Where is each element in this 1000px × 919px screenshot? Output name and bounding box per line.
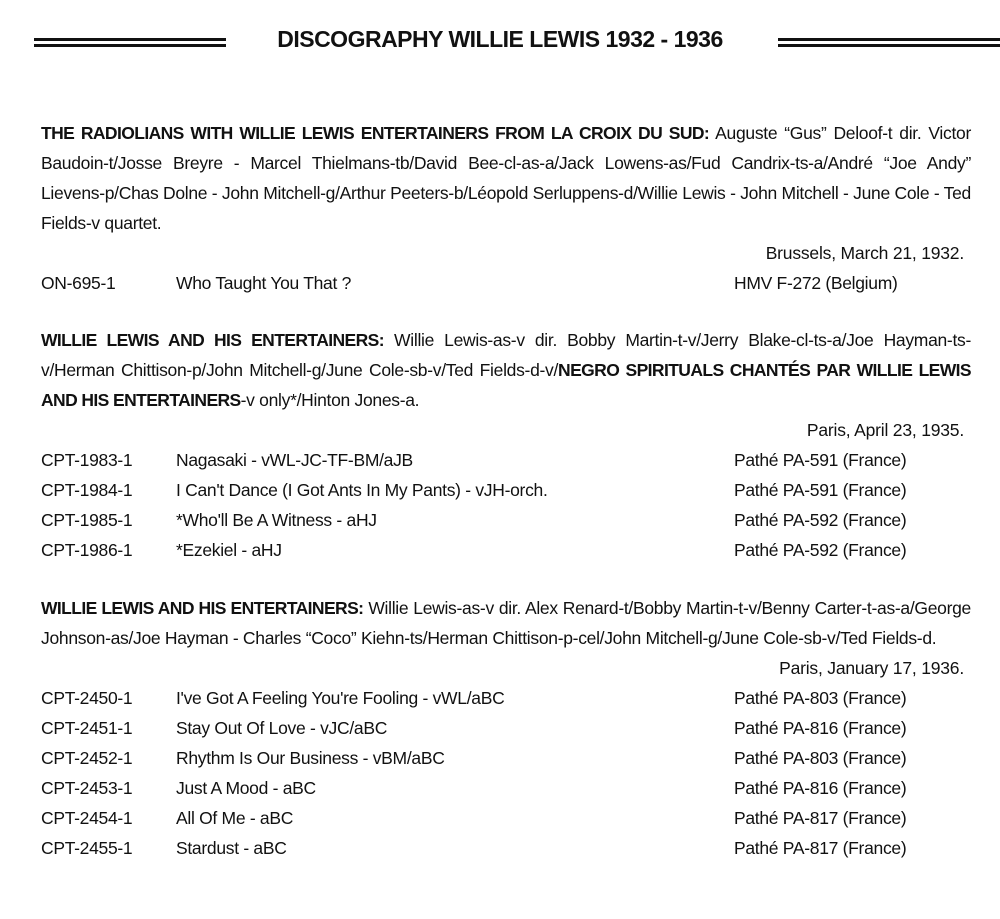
track-title: Stay Out Of Love - vJC/aBC: [176, 718, 388, 738]
track-row: [41, 833, 971, 863]
record-label: Pathé PA-591 (France): [734, 450, 907, 470]
record-label: Pathé PA-817 (France): [734, 838, 907, 858]
track-title: Rhythm Is Our Business - vBM/aBC: [176, 748, 445, 768]
personnel-text-2: -v only*/Hinton Jones-a.: [240, 390, 420, 410]
track-row: [41, 773, 971, 803]
band-name-spirituals: NEGRO SPIRITUALS CHANTÉS PAR WILLIE LEWIS AND HIS ENTERTAINERS: [41, 360, 971, 410]
record-label: Pathé PA-816 (France): [734, 778, 907, 798]
page-title: DISCOGRAPHY WILLIE LEWIS 1932 - 1936: [277, 26, 723, 52]
matrix-number: CPT-2450-1: [41, 688, 133, 708]
personnel-paragraph: [41, 118, 971, 238]
personnel-text: Auguste “Gus” Deloof-t dir. Victor Baudoin-t/Josse Breyre - Marcel Thielmans-tb/David Bee-cl-as-a/Jack Lowens-as/Fud Candrix-ts-a/André “Joe Andy” Lievens-p/Chas Dolne - John Mitchell-g/Arthur Peeters-b/Léopold Serluppens-d/Willie Lewis - John Mitchell - June Cole - Ted Fields-v quartet.: [41, 123, 971, 233]
personnel-paragraph: [41, 325, 971, 415]
session-1932-brussels: [41, 118, 971, 298]
matrix-number: CPT-2452-1: [41, 748, 133, 768]
record-label: Pathé PA-803 (France): [734, 748, 907, 768]
record-label: Pathé PA-817 (France): [734, 808, 907, 828]
record-label: Pathé PA-803 (France): [734, 688, 907, 708]
track-row: [41, 505, 971, 535]
personnel-paragraph: [41, 593, 971, 653]
track-row: [41, 803, 971, 833]
recording-place-date: Paris, January 17, 1936.: [779, 658, 964, 678]
track-title: Who Taught You That ?: [176, 273, 352, 293]
track-row: [41, 713, 971, 743]
record-label: HMV F-272 (Belgium): [734, 273, 898, 293]
record-label: Pathé PA-816 (France): [734, 718, 907, 738]
matrix-number: CPT-2454-1: [41, 808, 133, 828]
track-row: [41, 268, 971, 298]
personnel-text: Willie Lewis-as-v dir. Bobby Martin-t-v/Jerry Blake-cl-ts-a/Joe Hayman-ts-v/Herman Chittison-p/John Mitchell-g/June Cole-sb-v/Ted Fields-d-v/: [41, 330, 971, 380]
matrix-number: CPT-2453-1: [41, 778, 133, 798]
record-label: Pathé PA-592 (France): [734, 540, 907, 560]
matrix-number: CPT-2451-1: [41, 718, 133, 738]
track-title: Just A Mood - aBC: [176, 778, 316, 798]
track-row: [41, 683, 971, 713]
band-name: THE RADIOLIANS WITH WILLIE LEWIS ENTERTAINERS FROM LA CROIX DU SUD:: [41, 123, 710, 143]
track-row: [41, 535, 971, 565]
track-row: [41, 445, 971, 475]
recording-place-date: Paris, April 23, 1935.: [806, 420, 964, 440]
track-title: Nagasaki - vWL-JC-TF-BM/aJB: [176, 450, 413, 470]
track-title: *Ezekiel - aHJ: [176, 540, 282, 560]
track-title: I Can't Dance (I Got Ants In My Pants) - vJH-orch.: [176, 480, 548, 500]
matrix-number: CPT-1984-1: [41, 480, 133, 500]
matrix-number: CPT-1985-1: [41, 510, 133, 530]
matrix-number: CPT-1986-1: [41, 540, 133, 560]
track-title: All Of Me - aBC: [176, 808, 294, 828]
session-1936-paris: [41, 593, 971, 863]
recording-place-date: Brussels, March 21, 1932.: [765, 243, 964, 263]
personnel-text: Willie Lewis-as-v dir. Alex Renard-t/Bobby Martin-t-v/Benny Carter-t-as-a/George Johnson-as/Joe Hayman - Charles “Coco” Kiehn-ts/Herman Chittison-p-cel/John Mitchell-g/June Cole-sb-v/Ted Fields-d.: [41, 598, 971, 648]
page-header: [0, 26, 1000, 60]
session-1935-paris: [41, 325, 971, 565]
track-title: *Who'll Be A Witness - aHJ: [176, 510, 377, 530]
track-row: [41, 475, 971, 505]
track-title: I've Got A Feeling You're Fooling - vWL/aBC: [176, 688, 505, 708]
band-name: WILLIE LEWIS AND HIS ENTERTAINERS:: [41, 598, 364, 618]
track-title: Stardust - aBC: [176, 838, 287, 858]
track-row: [41, 743, 971, 773]
record-label: Pathé PA-591 (France): [734, 480, 907, 500]
record-label: Pathé PA-592 (France): [734, 510, 907, 530]
matrix-number: CPT-2455-1: [41, 838, 133, 858]
double-rule-right: [778, 38, 1000, 47]
matrix-number: ON-695-1: [41, 273, 116, 293]
band-name: WILLIE LEWIS AND HIS ENTERTAINERS:: [41, 330, 384, 350]
matrix-number: CPT-1983-1: [41, 450, 133, 470]
